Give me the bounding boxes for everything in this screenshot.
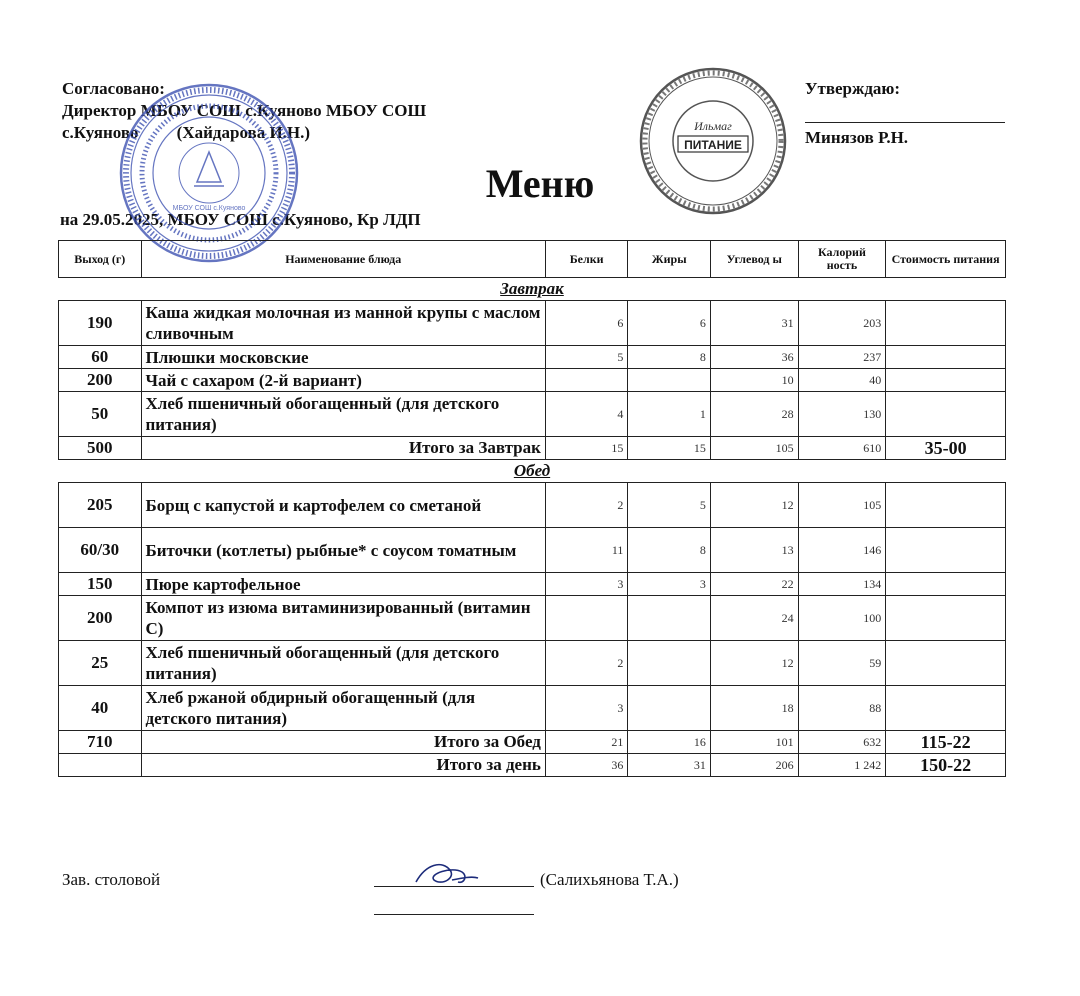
cell-protein: 36 xyxy=(545,754,628,777)
agreed-line1: Директор МБОУ СОШ с.Куяново МБОУ СОШ xyxy=(62,101,427,120)
cell-calories: 134 xyxy=(798,573,886,596)
cell-calories: 610 xyxy=(798,437,886,460)
table-row xyxy=(59,369,1006,392)
cell-carbs: 101 xyxy=(710,731,798,754)
cell-dish-name: Биточки (котлеты) рыбные* с соусом томатным xyxy=(141,528,545,573)
cell-cost: 115-22 xyxy=(886,731,1006,754)
cell-output: 710 xyxy=(59,731,142,754)
table-row xyxy=(59,392,1006,437)
cell-carbs: 206 xyxy=(710,754,798,777)
cell-cost: 35-00 xyxy=(886,437,1006,460)
menu-table xyxy=(58,240,1006,777)
cell-fat: 31 xyxy=(628,754,711,777)
cell-output: 150 xyxy=(59,573,142,596)
school-seal-label: МБОУ СОШ с.Куяново xyxy=(172,205,246,212)
cell-calories: 203 xyxy=(798,301,886,346)
col-output: Выход (г) xyxy=(59,241,142,278)
cell-carbs: 24 xyxy=(710,596,798,641)
breakfast-total-row xyxy=(59,437,1006,460)
cell-output xyxy=(59,754,142,777)
canteen-head-name: (Салихьянова Т.А.) xyxy=(540,870,679,889)
cell-cost xyxy=(886,641,1006,686)
menu-date-line: на 29.05.2025, МБОУ СОШ с.Куяново, Кр ЛДП xyxy=(60,210,421,229)
cell-total-label: Итого за Завтрак xyxy=(141,437,545,460)
cell-calories: 632 xyxy=(798,731,886,754)
cell-dish-name: Хлеб пшеничный обогащенный (для детского питания) xyxy=(141,392,545,437)
cell-output: 25 xyxy=(59,641,142,686)
table-row xyxy=(59,346,1006,369)
cell-carbs: 13 xyxy=(710,528,798,573)
cell-carbs: 12 xyxy=(710,641,798,686)
cell-calories: 105 xyxy=(798,483,886,528)
table-row xyxy=(59,641,1006,686)
cell-protein: 2 xyxy=(545,641,628,686)
cell-dish-name: Плюшки московские xyxy=(141,346,545,369)
cell-protein: 4 xyxy=(545,392,628,437)
table-row xyxy=(59,686,1006,731)
cell-cost xyxy=(886,596,1006,641)
cell-total-label: Итого за день xyxy=(141,754,545,777)
col-carbs: Углевод ы xyxy=(710,241,798,278)
cell-output: 205 xyxy=(59,483,142,528)
section-lunch-title: Обед xyxy=(513,461,551,480)
cell-fat: 1 xyxy=(628,392,711,437)
cell-dish-name: Чай с сахаром (2-й вариант) xyxy=(141,369,545,392)
round-stamp-icon xyxy=(638,66,788,216)
school-seal-icon xyxy=(118,82,300,264)
col-protein: Белки xyxy=(545,241,628,278)
cell-fat xyxy=(628,596,711,641)
agreed-line2: с.Куяново (Хайдарова И.Н.) xyxy=(62,123,311,142)
cell-calories: 59 xyxy=(798,641,886,686)
cell-cost xyxy=(886,483,1006,528)
cell-carbs: 18 xyxy=(710,686,798,731)
page-title: Меню xyxy=(485,161,595,206)
cell-output: 40 xyxy=(59,686,142,731)
cell-output: 60 xyxy=(59,346,142,369)
cell-protein: 2 xyxy=(545,483,628,528)
cell-cost: 150-22 xyxy=(886,754,1006,777)
signature-line-second xyxy=(374,914,534,915)
cell-dish-name: Компот из изюма витаминизированный (витамин С) xyxy=(141,596,545,641)
cell-cost xyxy=(886,686,1006,731)
col-dish-name: Наименование блюда xyxy=(141,241,545,278)
cell-dish-name: Борщ с капустой и картофелем со сметаной xyxy=(141,483,545,528)
table-row xyxy=(59,596,1006,641)
cell-cost xyxy=(886,369,1006,392)
cell-carbs: 36 xyxy=(710,346,798,369)
cell-carbs: 22 xyxy=(710,573,798,596)
cell-dish-name: Хлеб ржаной обдирный обогащенный (для детского питания) xyxy=(141,686,545,731)
cell-fat xyxy=(628,641,711,686)
cell-protein: 3 xyxy=(545,573,628,596)
cell-fat: 16 xyxy=(628,731,711,754)
cell-cost xyxy=(886,346,1006,369)
cell-fat xyxy=(628,686,711,731)
cell-fat xyxy=(628,369,711,392)
round-stamp-label: ПИТАНИЕ xyxy=(684,138,742,152)
col-fat: Жиры xyxy=(628,241,711,278)
table-row xyxy=(59,483,1006,528)
cell-carbs: 12 xyxy=(710,483,798,528)
approve-name: Минязов Р.Н. xyxy=(805,128,909,147)
cell-carbs: 10 xyxy=(710,369,798,392)
cell-protein: 11 xyxy=(545,528,628,573)
cell-cost xyxy=(886,301,1006,346)
cell-fat: 3 xyxy=(628,573,711,596)
cell-calories: 237 xyxy=(798,346,886,369)
cell-fat: 15 xyxy=(628,437,711,460)
cell-protein xyxy=(545,596,628,641)
cell-carbs: 105 xyxy=(710,437,798,460)
cell-total-label: Итого за Обед xyxy=(141,731,545,754)
section-breakfast-title: Завтрак xyxy=(500,279,564,298)
cell-dish-name: Хлеб пшеничный обогащенный (для детского питания) xyxy=(141,641,545,686)
round-stamp-top: Ильмаг xyxy=(694,119,732,133)
table-row xyxy=(59,573,1006,596)
cell-calories: 88 xyxy=(798,686,886,731)
lunch-total-row xyxy=(59,731,1006,754)
cell-fat: 5 xyxy=(628,483,711,528)
cell-output: 200 xyxy=(59,369,142,392)
cell-fat: 8 xyxy=(628,528,711,573)
cell-output: 500 xyxy=(59,437,142,460)
cell-output: 200 xyxy=(59,596,142,641)
cell-cost xyxy=(886,573,1006,596)
cell-protein: 6 xyxy=(545,301,628,346)
approve-signature-line xyxy=(805,122,1005,123)
col-cost: Стоимость питания xyxy=(886,241,1006,278)
cell-calories: 130 xyxy=(798,392,886,437)
cell-calories: 40 xyxy=(798,369,886,392)
cell-fat: 8 xyxy=(628,346,711,369)
cell-carbs: 31 xyxy=(710,301,798,346)
cell-calories: 1 242 xyxy=(798,754,886,777)
cell-cost xyxy=(886,392,1006,437)
cell-output: 190 xyxy=(59,301,142,346)
col-calories: Калорий ность xyxy=(798,241,886,278)
cell-dish-name: Пюре картофельное xyxy=(141,573,545,596)
cell-fat: 6 xyxy=(628,301,711,346)
agreed-label: Согласовано: xyxy=(62,79,165,98)
cell-calories: 100 xyxy=(798,596,886,641)
cell-cost xyxy=(886,528,1006,573)
cell-protein: 5 xyxy=(545,346,628,369)
cell-protein: 21 xyxy=(545,731,628,754)
day-total-row xyxy=(59,754,1006,777)
cell-protein: 3 xyxy=(545,686,628,731)
cell-dish-name: Каша жидкая молочная из манной крупы с маслом сливочным xyxy=(141,301,545,346)
cell-carbs: 28 xyxy=(710,392,798,437)
cell-protein xyxy=(545,369,628,392)
table-row xyxy=(59,301,1006,346)
approve-label: Утверждаю: xyxy=(805,79,901,98)
table-row xyxy=(59,528,1006,573)
cell-protein: 15 xyxy=(545,437,628,460)
canteen-head-label: Зав. столовой xyxy=(62,870,161,889)
cell-output: 60/30 xyxy=(59,528,142,573)
table-header-row xyxy=(59,241,1006,278)
cell-calories: 146 xyxy=(798,528,886,573)
signature-line xyxy=(374,886,534,887)
cell-output: 50 xyxy=(59,392,142,437)
